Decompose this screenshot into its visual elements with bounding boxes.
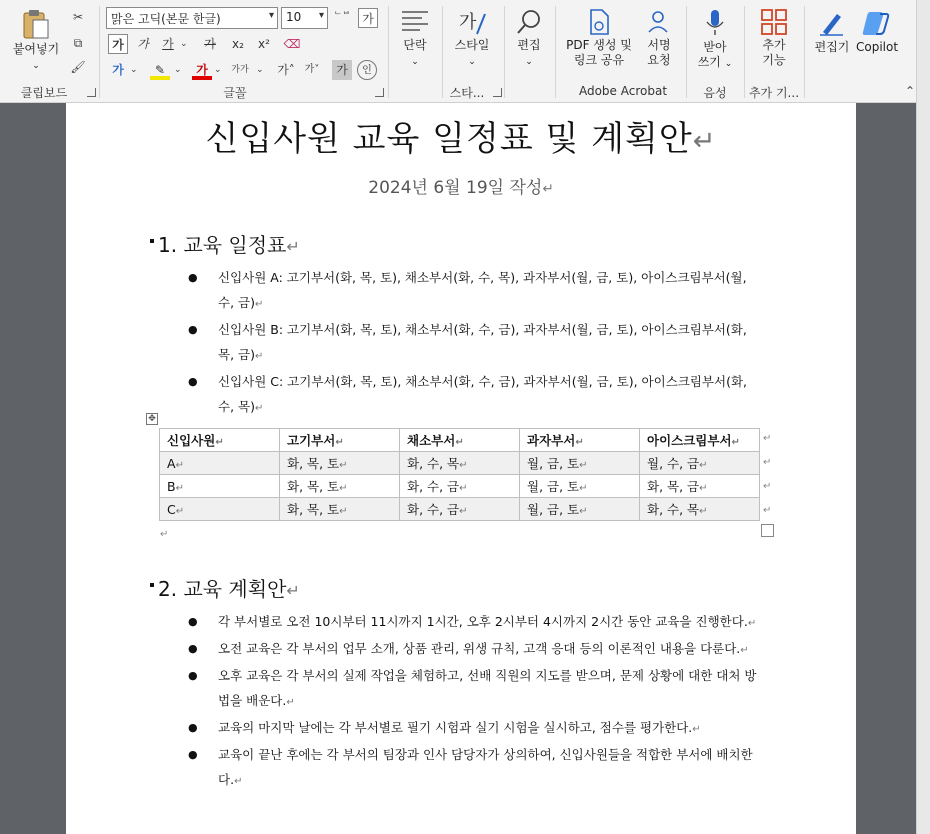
list-item-text: 오후 교육은 각 부서의 실제 작업을 체험하고, 선배 직원의 지도를 받으며, 문제 상황에 대한 대처 방법을 배운다. <box>218 668 757 708</box>
cell-mark-icon: ↵ <box>699 483 708 494</box>
svg-text:가: 가 <box>459 12 477 33</box>
paragraph-label: 단락 <box>403 38 427 52</box>
section1-heading <box>150 229 300 258</box>
table-cell[interactable] <box>160 498 280 521</box>
table-cell[interactable] <box>400 452 520 475</box>
table-cell-text: B <box>167 478 176 494</box>
enclose-characters-icon[interactable]: 인 <box>357 60 377 80</box>
dictate-label-line1: 받아 <box>703 40 727 54</box>
copilot-label: Copilot <box>856 40 899 54</box>
workspace-left <box>0 103 66 834</box>
paragraph-mark-icon: ↵ <box>747 618 757 629</box>
editor-button[interactable] <box>810 8 854 78</box>
divider <box>804 6 805 98</box>
superscript-icon[interactable]: x² <box>258 37 270 51</box>
cell-mark-icon: ↵ <box>579 483 588 494</box>
list-item-text: 각 부서별로 오전 10시부터 11시까지 1시간, 오후 2시부터 4시까지 2시간 동안 교육을 진행한다. <box>218 614 748 629</box>
cell-mark-icon: ↵ <box>339 483 348 494</box>
dictate-button[interactable] <box>693 8 737 78</box>
schedule-table[interactable] <box>159 428 760 521</box>
table-cell[interactable] <box>280 452 400 475</box>
list-item <box>186 742 766 794</box>
cell-mark-icon: ↵ <box>731 437 740 448</box>
paragraph-mark-icon: ↵ <box>286 237 300 256</box>
table-cell-text: 화, 수, 금 <box>407 479 460 494</box>
table-cell-text: 화, 수, 목 <box>407 456 460 471</box>
paragraph-icon <box>400 8 430 34</box>
list-item <box>186 715 766 742</box>
row-end-mark-icon: ↵ <box>763 433 772 444</box>
list-item-text: 신입사원 B: 고기부서(화, 목, 토), 채소부서(화, 수, 금), 과자부서(월, 금, 토), 아이스크림부서(화, 목, 금) <box>218 322 747 362</box>
styles-button[interactable] <box>448 8 496 78</box>
document-page[interactable] <box>66 103 856 834</box>
document-title-text: 신입사원 교육 일정표 및 계획안 <box>205 119 693 159</box>
section1-bullet-list <box>186 265 766 421</box>
paragraph-mark-icon: ↵ <box>286 581 300 600</box>
table-cell-text: C <box>167 501 176 517</box>
table-cell-text: 월, 금, 토 <box>527 456 580 471</box>
table-cell[interactable] <box>280 475 400 498</box>
chevron-down-icon: ▾ <box>268 10 274 21</box>
divider <box>388 6 389 98</box>
table-row <box>160 475 760 498</box>
chevron-down-icon[interactable]: ⌄ <box>214 65 222 75</box>
section2-heading <box>150 573 300 602</box>
cell-mark-icon: ↵ <box>459 460 468 471</box>
font-dialog-launcher-icon[interactable] <box>375 88 384 97</box>
paragraph-mark-icon: ↵ <box>254 403 264 414</box>
search-icon <box>515 8 543 36</box>
font-family-value: 맑은 고딕(본문 한글) <box>111 12 221 26</box>
heading-marker-icon <box>150 583 154 587</box>
clipboard-dialog-launcher-icon[interactable] <box>87 88 96 97</box>
table-header-cell[interactable] <box>640 429 760 452</box>
format-painter-icon[interactable]: 🖌 <box>70 60 86 74</box>
table-header-text: 과자부서 <box>527 433 576 448</box>
divider <box>504 6 505 98</box>
divider <box>744 6 745 98</box>
list-item <box>186 265 766 317</box>
divider <box>686 6 687 98</box>
document-title <box>66 111 856 160</box>
document-subtitle <box>66 173 856 198</box>
cell-mark-icon: ↵ <box>175 459 184 471</box>
list-item-text: 교육이 끝난 후에는 각 부서의 팀장과 인사 담당자가 상의하여, 신입사원들을 적합한 부서에 배치한다. <box>218 747 753 787</box>
table-cell-text: A <box>167 455 176 471</box>
editor-icon <box>817 8 847 38</box>
shrink-font-icon[interactable]: 가˅ <box>304 64 320 75</box>
list-item <box>186 636 766 663</box>
cell-mark-icon: ↵ <box>175 505 185 517</box>
document-subtitle-text: 2024년 6월 19일 작성 <box>368 178 543 198</box>
table-cell[interactable] <box>160 452 280 475</box>
table-cell-text: 화, 목, 금 <box>647 479 700 494</box>
row-end-mark-icon: ↵ <box>763 505 772 516</box>
acrobat-group-label: Adobe Acrobat <box>578 84 668 98</box>
paragraph-mark-icon: ↵ <box>692 126 717 157</box>
table-row <box>160 498 760 521</box>
table-cell-text: 화, 목, 토 <box>287 502 340 517</box>
table-cell[interactable] <box>160 475 280 498</box>
row-end-mark-icon: ↵ <box>763 457 772 468</box>
request-signature-label-line2: 요청 <box>647 53 671 67</box>
request-signature-button[interactable] <box>640 8 678 78</box>
signature-icon <box>645 8 673 36</box>
list-item-text: 신입사원 C: 고기부서(화, 목, 토), 채소부서(화, 수, 금), 과자부서(월, 금, 토), 아이스크림부서(화, 수, 목) <box>218 374 747 414</box>
table-cell[interactable] <box>520 498 640 521</box>
editing-label: 편집 <box>517 38 541 52</box>
add-ins-group-label: 추가 기... <box>748 86 800 100</box>
workspace-right <box>856 103 916 834</box>
table-move-handle-icon[interactable]: ✥ <box>146 413 158 425</box>
cell-mark-icon: ↵ <box>335 437 344 448</box>
microphone-icon <box>704 8 726 38</box>
cell-mark-icon: ↵ <box>699 506 708 517</box>
table-cell-text: 화, 목, 토 <box>287 456 340 471</box>
chevron-down-icon[interactable]: ⌄ <box>130 65 138 75</box>
paragraph-button[interactable] <box>394 8 436 78</box>
cell-mark-icon: ↵ <box>175 482 184 494</box>
table-header-row <box>160 429 760 452</box>
chevron-down-icon: ⌄ <box>32 61 40 71</box>
clipboard-group-label: 클립보드 <box>20 86 68 100</box>
cell-mark-icon: ↵ <box>339 460 348 471</box>
table-cell-text: 화, 목, 토 <box>287 479 340 494</box>
font-color-icon[interactable]: 가 <box>192 60 212 80</box>
table-cell[interactable] <box>640 475 760 498</box>
table-header-cell[interactable] <box>160 429 280 452</box>
pdf-icon <box>586 8 612 36</box>
table-header-text: 아이스크림부서 <box>647 433 732 448</box>
cell-mark-icon: ↵ <box>459 506 468 517</box>
table-cell-text: 월, 수, 금 <box>647 456 700 471</box>
table-cell-text: 화, 수, 금 <box>407 502 460 517</box>
paragraph-mark-icon: ↵ <box>160 529 169 540</box>
table-cell-text: 화, 수, 목 <box>647 502 700 517</box>
copilot-icon <box>862 8 892 38</box>
section2-bullet-list <box>186 609 766 794</box>
paste-label: 붙여넣기 <box>12 42 60 56</box>
grow-font-icon[interactable]: 가˄ <box>277 63 295 77</box>
font-group-label: 글꼴 <box>223 86 247 100</box>
paragraph-mark-icon: ↵ <box>254 299 264 310</box>
styles-label: 스타일 <box>454 38 490 52</box>
table-cell[interactable] <box>520 475 640 498</box>
styles-icon <box>457 8 487 36</box>
divider <box>99 6 100 98</box>
add-ins-button[interactable] <box>752 8 796 78</box>
add-ins-label-line1: 추가 <box>762 38 786 52</box>
copy-icon[interactable]: ⧉ <box>73 36 83 50</box>
strikethrough-icon[interactable]: 가 <box>204 37 216 51</box>
cell-mark-icon: ↵ <box>459 483 468 494</box>
table-header-cell[interactable] <box>280 429 400 452</box>
list-item <box>186 609 766 636</box>
table-cell[interactable] <box>520 452 640 475</box>
request-signature-label-line1: 서명 <box>647 38 671 52</box>
italic-icon[interactable]: 가 <box>137 37 149 51</box>
heading-marker-icon <box>150 239 154 243</box>
table-header-cell[interactable] <box>520 429 640 452</box>
character-shading-icon[interactable]: 가 <box>332 60 352 80</box>
table-header-cell[interactable] <box>400 429 520 452</box>
font-family-combo[interactable] <box>106 7 278 29</box>
cell-mark-icon: ↵ <box>339 506 348 517</box>
create-pdf-label-line2: 링크 공유 <box>573 53 625 67</box>
text-effects-icon[interactable]: 가 <box>112 63 124 77</box>
cell-mark-icon: ↵ <box>575 437 584 448</box>
chevron-down-icon[interactable]: ⌄ <box>180 39 188 49</box>
change-case-icon[interactable]: 가가 <box>231 65 249 75</box>
divider <box>555 6 556 98</box>
highlight-icon[interactable]: ✎ <box>150 60 170 80</box>
paragraph-mark-icon: ↵ <box>542 181 554 197</box>
phonetic-guide-icon[interactable]: ᄂᄇ <box>333 12 351 22</box>
paragraph-mark-icon: ↵ <box>254 351 264 362</box>
vertical-scrollbar[interactable] <box>916 0 930 834</box>
clear-formatting-icon[interactable]: ⌫ <box>283 37 301 51</box>
list-item <box>186 369 766 421</box>
cell-mark-icon: ↵ <box>579 506 588 517</box>
styles-dialog-launcher-icon[interactable] <box>493 88 502 97</box>
paragraph-mark-icon: ↵ <box>692 724 701 735</box>
table-header-text: 신입사원 <box>167 433 216 448</box>
paragraph-mark-icon: ↵ <box>286 697 295 708</box>
font-size-value: 10 <box>286 10 302 24</box>
cell-mark-icon: ↵ <box>699 460 708 471</box>
collapse-ribbon-icon[interactable]: ⌃ <box>904 84 916 98</box>
table-cell[interactable] <box>400 475 520 498</box>
table-resize-handle[interactable] <box>761 524 774 537</box>
clipboard-icon <box>21 8 51 40</box>
section1-heading-text: 1. 교육 일정표 <box>158 233 287 257</box>
font-size-combo[interactable] <box>281 7 328 29</box>
cell-mark-icon: ↵ <box>215 437 224 448</box>
chevron-down-icon: ⌄ <box>411 57 419 67</box>
list-item-text: 신입사원 A: 고기부서(화, 목, 토), 채소부서(화, 수, 목), 과자부서(월, 금, 토), 아이스크림부서(월, 수, 금) <box>218 270 747 310</box>
dictate-label-line2: 쓰기 <box>697 55 721 69</box>
chevron-down-icon: ⌄ <box>724 59 733 69</box>
copilot-button[interactable] <box>856 8 898 78</box>
styles-group-label: 스타... <box>449 86 485 100</box>
table-cell[interactable] <box>400 498 520 521</box>
paragraph-mark-icon: ↵ <box>234 776 243 787</box>
character-border-icon[interactable]: 가 <box>358 8 378 28</box>
table-cell[interactable] <box>640 452 760 475</box>
table-header-text: 고기부서 <box>287 433 336 448</box>
subscript-icon[interactable]: x₂ <box>232 37 244 51</box>
chevron-down-icon: ⌄ <box>468 57 476 67</box>
table-cell-text: 월, 금, 토 <box>527 479 580 494</box>
chevron-down-icon[interactable]: ⌄ <box>174 65 182 75</box>
list-item <box>186 317 766 369</box>
table-row <box>160 452 760 475</box>
list-item <box>186 663 766 715</box>
chevron-down-icon: ⌄ <box>525 57 533 67</box>
table-header-text: 채소부서 <box>407 433 456 448</box>
add-ins-icon <box>760 8 788 36</box>
editor-label: 편집기 <box>814 40 850 54</box>
ribbon <box>0 0 930 103</box>
editing-button[interactable] <box>510 8 548 78</box>
paragraph-mark-icon: ↵ <box>740 645 749 656</box>
bold-icon[interactable]: 가 <box>108 34 128 54</box>
create-pdf-label-line1: PDF 생성 및 <box>566 38 632 52</box>
add-ins-label-line2: 기능 <box>762 53 786 67</box>
table-cell[interactable] <box>280 498 400 521</box>
paste-button[interactable] <box>6 8 66 74</box>
list-item-text: 교육의 마지막 날에는 각 부서별로 필기 시험과 실기 시험을 실시하고, 점수를 평가한다. <box>218 720 693 735</box>
row-end-mark-icon: ↵ <box>763 481 772 492</box>
cell-mark-icon: ↵ <box>455 437 464 448</box>
table-cell[interactable] <box>640 498 760 521</box>
chevron-down-icon: ▾ <box>318 10 324 21</box>
table-cell-text: 월, 금, 토 <box>527 502 580 517</box>
create-pdf-button[interactable] <box>560 8 638 78</box>
section2-heading-text: 2. 교육 계획안 <box>158 577 287 601</box>
list-item-text: 오전 교육은 각 부서의 업무 소개, 상품 관리, 위생 규칙, 고객 응대 등의 이론적인 내용을 다룬다. <box>218 641 741 656</box>
underline-icon[interactable]: 가 <box>162 37 174 51</box>
chevron-down-icon[interactable]: ⌄ <box>256 65 264 75</box>
cut-icon[interactable]: ✂ <box>72 10 84 24</box>
voice-group-label: 음성 <box>703 86 727 100</box>
cell-mark-icon: ↵ <box>579 460 588 471</box>
